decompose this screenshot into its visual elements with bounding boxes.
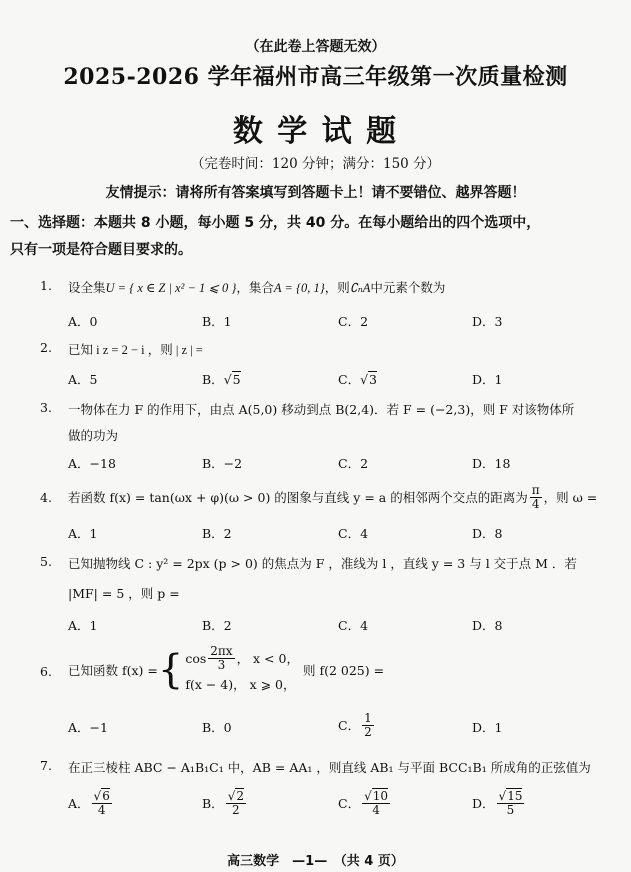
option-b: B．2 bbox=[202, 526, 232, 541]
section-heading-line2: 只有一项是符合题目要求的。 bbox=[10, 242, 192, 258]
option-b bbox=[202, 786, 248, 820]
question-3-stem-line2: 做的功为 bbox=[68, 428, 119, 443]
radicand: 10 bbox=[372, 788, 389, 803]
option-d: D．18 bbox=[472, 456, 511, 471]
option-a-fraction: $\frac{√6}{4}$ bbox=[93, 788, 110, 817]
denominator: 4 bbox=[531, 496, 540, 511]
set-a: A = {0, 1} bbox=[273, 281, 325, 295]
option-a: A．1 bbox=[68, 618, 98, 633]
denominator: 4 bbox=[372, 802, 380, 817]
option-c: C．4 bbox=[338, 618, 369, 633]
numerator: π bbox=[531, 482, 540, 497]
subject-title: 数 学 试 题 bbox=[232, 114, 399, 149]
option-a: A．1 bbox=[68, 526, 98, 541]
option-a: A．5 bbox=[68, 372, 98, 387]
option-c: C．√3 bbox=[338, 372, 377, 387]
numerator: 1 bbox=[364, 710, 372, 725]
option-a: A．0 bbox=[68, 314, 98, 329]
denominator: 2 bbox=[232, 802, 240, 817]
option-c bbox=[338, 709, 376, 741]
question-3-stem-line1: 一物体在力 F 的作用下，由点 A(5,0) 移动到点 B(2,4)．若 F = (−2,3)，则 F 对该物体所 bbox=[68, 402, 575, 417]
option-d: D．1 bbox=[472, 720, 503, 735]
question-7-stem: 在正三棱柱 ABC − A₁B₁C₁ 中，AB = AA₁ ，则直线 AB₁ 与平面 BCC₁B₁ 所成角的正弦值为 bbox=[68, 760, 591, 775]
option-a: A．−1 bbox=[68, 720, 108, 735]
option-d: D．1 bbox=[472, 372, 503, 387]
radicand: 2 bbox=[236, 788, 244, 803]
option-b: B．−2 bbox=[202, 456, 243, 471]
question-number: 2. bbox=[40, 340, 52, 355]
option-b: B．2 bbox=[202, 618, 232, 633]
case-1-condition: ， x < 0， bbox=[236, 651, 299, 666]
option-label: A． bbox=[68, 796, 90, 811]
friendly-tip: 友情提示：请将所有答案填写到答题卡上！请不要错位、越界答题！ bbox=[105, 185, 526, 201]
stem-text: 则 f(2 025) = bbox=[302, 663, 385, 678]
cos-func: cos bbox=[185, 650, 207, 666]
option-c: C．2 bbox=[338, 456, 369, 471]
stem-text: ，则 bbox=[324, 280, 350, 295]
option-c bbox=[338, 786, 392, 820]
page-footer: 高三数学 —1— （共 4 页） bbox=[227, 854, 404, 869]
option-b: B．0 bbox=[202, 720, 232, 735]
radicand: 6 bbox=[102, 788, 110, 803]
option-d-fraction: $\frac{√15}{5}$ bbox=[498, 788, 523, 817]
option-label: C． bbox=[338, 718, 361, 733]
option-c: C．2 bbox=[338, 314, 369, 329]
denominator: 5 bbox=[506, 802, 515, 817]
option-a: A．−18 bbox=[68, 456, 116, 471]
section-heading-line1: 一、选择题：本题共 8 小题，每小题 5 分，共 40 分。在每小题给出的四个选项中， bbox=[10, 215, 541, 231]
radicand: 15 bbox=[507, 788, 523, 803]
option-b: B．√5 bbox=[202, 372, 241, 387]
option-d bbox=[472, 786, 526, 820]
option-label: D． bbox=[472, 796, 495, 811]
question-4-stem bbox=[68, 482, 597, 512]
question-1-stem bbox=[68, 278, 445, 296]
question-6-stem bbox=[68, 642, 384, 698]
question-number: 3. bbox=[40, 400, 52, 415]
question-number: 5. bbox=[40, 554, 52, 569]
option-b: B．1 bbox=[202, 314, 232, 329]
question-number: 1. bbox=[40, 278, 52, 293]
question-number: 7. bbox=[40, 758, 52, 773]
stem-text: 设全集 bbox=[68, 280, 106, 295]
option-label: C． bbox=[338, 796, 361, 811]
piecewise-cases bbox=[185, 644, 299, 696]
complement-notation: ∁ₙA bbox=[349, 281, 371, 295]
question-5-stem-line1: 已知抛物线 C : y² = 2px (p > 0) 的焦点为 F ，准线为 l ，直线 y = 3 与 l 交于点 M ．若 bbox=[68, 556, 577, 571]
question-5-stem-line2: |MF| = 5 ，则 p = bbox=[68, 586, 180, 601]
stem-text: ，则 ω = bbox=[543, 490, 598, 505]
option-label: B． bbox=[202, 796, 224, 811]
denominator: 2 bbox=[364, 724, 372, 739]
radicand: 5 bbox=[232, 372, 241, 387]
left-brace: { bbox=[157, 647, 184, 693]
stem-text: 若函数 f(x) = tan(ωx + φ)(ω > 0) 的图象与直线 y = a 的相邻两个交点的距离为 bbox=[68, 490, 528, 505]
case-2: f(x − 4)， x ⩾ 0， bbox=[185, 677, 296, 692]
time-info: （完卷时间：120 分钟；满分：150 分） bbox=[190, 156, 441, 172]
stem-text: ，集合 bbox=[236, 280, 274, 295]
fraction-pi-over-4 bbox=[530, 484, 542, 511]
option-c: C．4 bbox=[338, 526, 369, 541]
set-u: U = { x ∈ Z | x² − 1 ⩽ 0 } bbox=[105, 281, 237, 295]
stem-text: 中元素个数为 bbox=[370, 280, 446, 295]
case-1 bbox=[185, 644, 299, 672]
option-d: D．8 bbox=[472, 618, 503, 633]
question-number: 4. bbox=[40, 490, 52, 505]
option-c-fraction: $\frac{√10}{4}$ bbox=[364, 788, 389, 817]
question-2-stem: 已知 i z = 2 − i ，则 | z | = bbox=[68, 343, 203, 357]
denominator: 4 bbox=[97, 802, 106, 817]
option-c-fraction bbox=[362, 712, 374, 739]
question-number: 6. bbox=[40, 664, 52, 679]
option-label: B． bbox=[202, 372, 224, 387]
case-1-fraction bbox=[208, 645, 234, 672]
option-d: D．3 bbox=[472, 314, 503, 329]
numerator: 2πx bbox=[210, 643, 233, 658]
denominator: 3 bbox=[217, 657, 226, 672]
exam-name: 2025-2026 学年福州市高三年级第一次质量检测 bbox=[63, 64, 568, 90]
option-label: C． bbox=[338, 372, 361, 387]
option-b-fraction: $\frac{√2}{2}$ bbox=[227, 788, 244, 817]
stem-text: 已知函数 f(x) = bbox=[68, 663, 158, 678]
radicand: 3 bbox=[369, 372, 377, 387]
option-a bbox=[68, 786, 114, 820]
invalid-notice: （在此卷上答题无效） bbox=[245, 39, 386, 55]
option-d: D．8 bbox=[472, 526, 503, 541]
